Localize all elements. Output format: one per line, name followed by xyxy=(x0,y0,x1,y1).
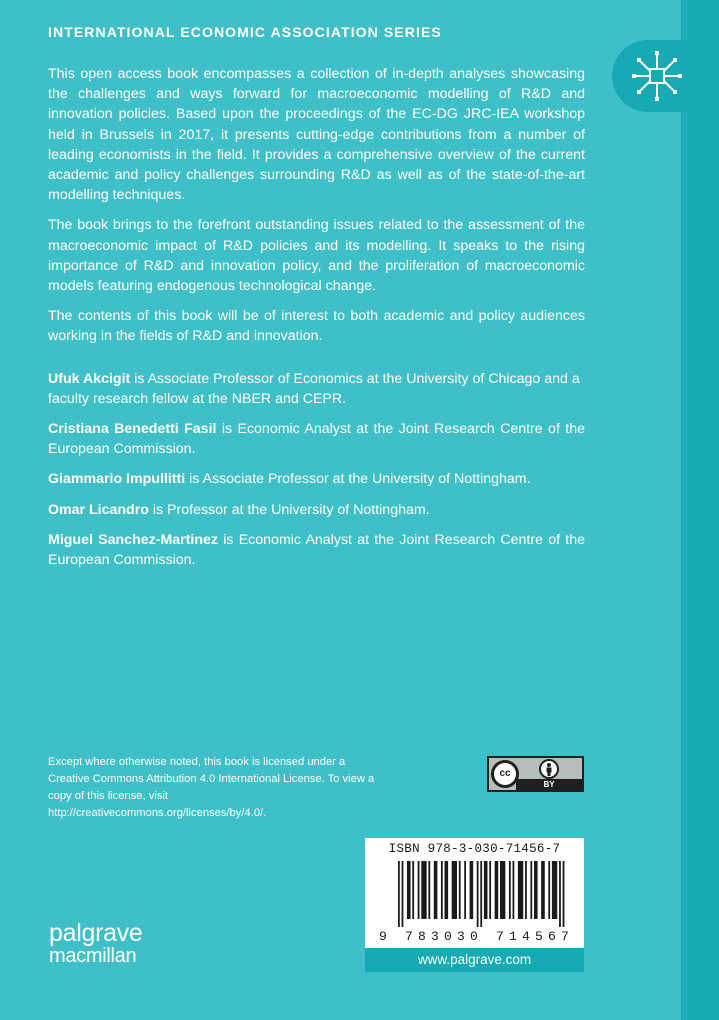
author-bio xyxy=(48,369,585,409)
attribution-person-icon xyxy=(539,759,559,779)
author-bio-text: is Economic Analyst at the Joint Research Centre of the European Commission. xyxy=(48,531,586,569)
publisher-url[interactable]: www.palgrave.com xyxy=(365,948,584,972)
barcode-bars xyxy=(398,861,568,927)
author-name: Giammario Impullitti xyxy=(48,471,186,488)
author-bio xyxy=(48,419,585,459)
author-bio xyxy=(48,530,585,570)
description-paragraph: This open access book encompasses a collection of in-depth analyses showcasing the challenges and ways forward for macroeconomic modelling of R&D and innovation policies. Based upon the proceedings of the EC-DG JRC-IEA workshop held in Brussels in 2017, it presents cutting-edge contributions from a number of leading economists in the field. It provides a comprehensive overview of the current academic and policy challenges surrounding R&D as well as of the state-of-the-art modelling techniques. xyxy=(48,66,585,204)
creative-commons-icon: cc xyxy=(491,760,519,788)
author-name: Miguel Sanchez-Martinez xyxy=(48,531,218,548)
spine-line xyxy=(683,0,684,1020)
author-bio xyxy=(48,469,585,489)
isbn-barcode xyxy=(365,838,584,948)
author-bio-text: is Associate Professor of Economics at the University of Chicago and a faculty research fellow at the NBER and CEPR. xyxy=(48,370,580,407)
book-spine xyxy=(681,0,719,1020)
description-paragraph: The book brings to the forefront outstanding issues related to the assessment of the macroeconomic impact of R&D policies and its modelling. It speaks to the rising importance of R&D and innovation policy, and the proliferation of macroeconomic models featuring endogenous technological change. xyxy=(48,217,585,295)
author-name: Ufuk Akcigit xyxy=(48,370,131,387)
series-title: INTERNATIONAL ECONOMIC ASSOCIATION SERIES xyxy=(48,24,442,40)
author-name: Cristiana Benedetti Fasil xyxy=(48,421,217,438)
publisher-line2: macmillan xyxy=(49,945,137,967)
barcode-digits: 9 783030 714567 xyxy=(379,929,575,944)
license-notice: Except where otherwise noted, this book is licensed under a Creative Commons Attribution 4.0 International License. To view a copy of this license, visit http://creativecommons.org/licenses/by/4.0/. xyxy=(48,756,375,819)
cc-by-license-badge[interactable] xyxy=(487,756,584,792)
by-label: BY xyxy=(516,779,582,790)
author-bio-text: is Professor at the University of Nottingham. xyxy=(148,501,430,518)
publisher-line1: palgrave xyxy=(49,919,143,947)
circuit-network-icon xyxy=(630,49,684,103)
series-logo-tab xyxy=(612,40,702,112)
author-bio-text: is Economic Analyst at the Joint Research Centre of the European Commission. xyxy=(48,421,585,458)
author-bio xyxy=(48,500,585,520)
isbn-label: ISBN 978-3-030-71456-7 xyxy=(388,842,561,856)
back-cover-content xyxy=(48,64,585,580)
publisher-logo xyxy=(49,921,143,967)
spine-line xyxy=(686,0,687,1020)
author-name: Omar Licandro xyxy=(48,501,149,518)
author-bio-text: is Associate Professor at the University of Nottingham. xyxy=(185,471,531,488)
description-paragraph: The contents of this book will be of interest to both academic and policy audiences working in the fields of R&D and innovation. xyxy=(48,308,585,345)
